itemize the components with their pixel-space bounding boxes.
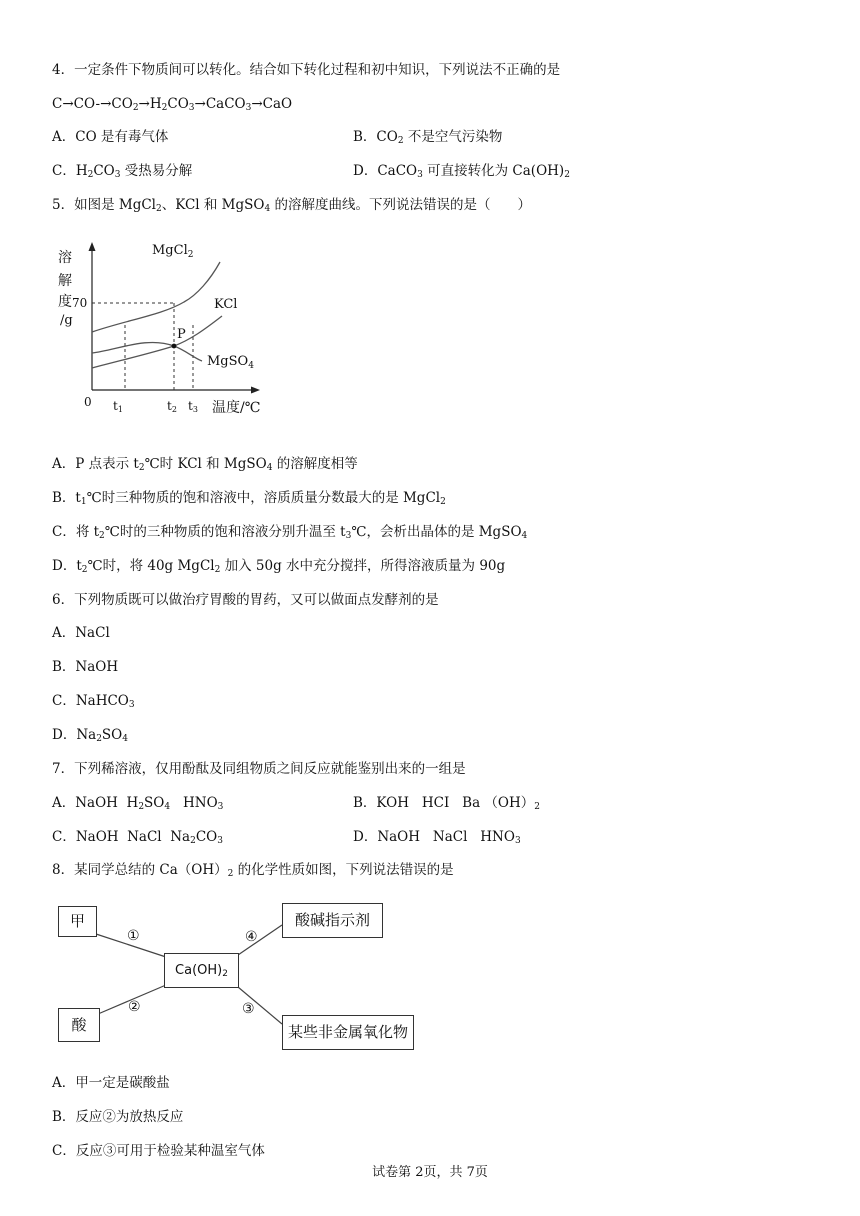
q8-stem: 8．某同学总结的 $Ca(OH)_2$ 的化学性质如图，下列说法错误的是 (52, 862, 454, 879)
q4-option-a: A．CO 是有毒气体 (52, 129, 169, 145)
q4-option-d: D．CaCO$_3$ 可直接转化为 $Ca(OH)_2$ (353, 163, 570, 180)
t3-label: t3 (188, 399, 198, 414)
q6-stem: 6．下列物质既可以做治疗胃酸的胃药，又可以做面点发酵剂的是 (52, 592, 439, 608)
node-caoh2: $Ca(OH)_2$ (164, 953, 239, 988)
q5-option-b: B．$t_1℃$时三种物质的饱和溶液中，溶质质量分数最大的是 MgCl$_2$ (52, 490, 446, 507)
q5-option-c: C．将 $t_2℃$时的三种物质的饱和溶液分别升温至 $t_3℃$，会析出晶体的是 MgSO$_4$ (52, 524, 528, 541)
t1-label: t1 (113, 399, 123, 414)
y-tick-70: 70 (72, 296, 88, 310)
q7-option-d: D．NaOH NaCl $HNO_3$ (353, 829, 521, 846)
page-footer: 试卷第 2页，共 7页 (372, 1165, 488, 1180)
q8-option-b: B．反应②为放热反应 (52, 1109, 184, 1125)
q7-stem: 7．下列稀溶液，仅用酚酞及同组物质之间反应就能鉴别出来的一组是 (52, 761, 466, 777)
y-label-1: 溶 (58, 250, 72, 266)
node-acid: 酸 (58, 1008, 100, 1042)
q4-stem: 4．一定条件下物质间可以转化。结合如下转化过程和初中知识，下列说法不正确的是 (52, 62, 561, 78)
node-indicator: 酸碱指示剂 (282, 903, 383, 938)
reaction-4-label: ④ (245, 929, 258, 945)
reaction-3-label: ③ (242, 1001, 255, 1017)
t2-label: t2 (167, 399, 177, 414)
q5-stem: 5．如图是 MgCl$_2$、KCl 和 MgSO$_4$ 的溶解度曲线。下列说法错误的是（ ） (52, 197, 531, 214)
y-label-4: /g (60, 313, 73, 328)
node-nonmetal-oxide: 某些非金属氧化物 (282, 1015, 414, 1050)
q6-option-a: A．NaCl (52, 625, 110, 641)
y-label-3: 度 (58, 294, 72, 310)
node-jia: 甲 (58, 906, 97, 937)
q6-option-d: D．$Na_2SO_4$ (52, 727, 128, 744)
mgcl2-label: MgCl$_2$ (152, 243, 194, 260)
q6-option-c: C．NaHCO$_3$ (52, 693, 135, 710)
reaction-2-label: ② (128, 999, 141, 1015)
q5-option-d: D．$t_2℃$时，将 40g MgCl$_2$ 加入 50g 水中充分搅拌，所得溶液质量为 90g (52, 558, 506, 575)
origin-label: 0 (84, 395, 92, 409)
q6-option-b: B．NaOH (52, 659, 119, 675)
q8-option-c: C．反应③可用于检验某种温室气体 (52, 1143, 265, 1159)
point-p-label: P (177, 327, 186, 342)
q4-option-b: B．$CO_2$ 不是空气污染物 (353, 129, 503, 146)
q7-option-b: B．KOH HCI Ba $(OH)_2$ (353, 795, 541, 812)
q7-option-c: C．NaOH NaCl $Na_2CO_3$ (52, 829, 223, 846)
q4-option-c: C．$H_2CO_3$ 受热易分解 (52, 163, 193, 180)
reaction-1-label: ① (127, 928, 140, 944)
kcl-label: KCl (214, 297, 238, 312)
x-axis-label: 温度/℃ (212, 400, 261, 416)
q7-option-a: A．NaOH $H_2SO_4$ $HNO_3$ (52, 795, 224, 812)
y-label-2: 解 (58, 273, 72, 289)
q4-chain: $C\to CO-\to CO_2\to H_2CO_3\to CaCO_3\to CaO$ (52, 96, 293, 113)
mgso4-label: MgSO$_4$ (207, 354, 254, 371)
q5-option-a: A．P 点表示 $t_2℃$时 KCl 和 MgSO$_4$ 的溶解度相等 (52, 456, 358, 473)
q8-option-a: A．甲一定是碳酸盐 (52, 1075, 170, 1091)
